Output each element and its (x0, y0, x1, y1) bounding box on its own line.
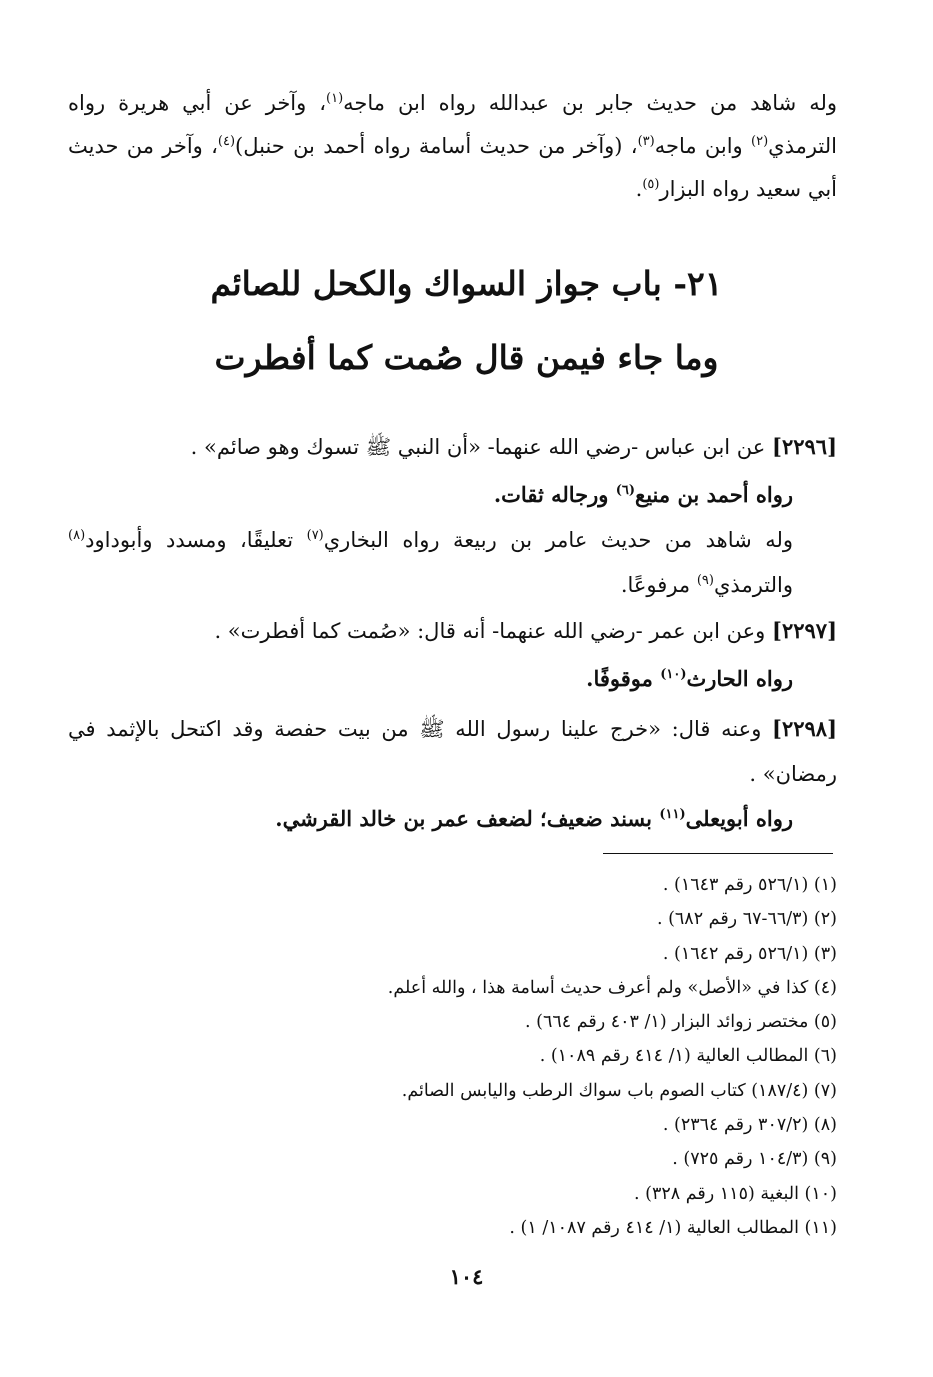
intro-text: ، (وآخر من حديث أسامة رواه أحمد بن حنبل) (235, 134, 638, 158)
chapter-title-line1: ٢١- باب جواز السواك والكحل للصائم (210, 264, 723, 303)
footnote-item: (٩) (١٠٤/٣ رقم ٧٢٥) . (672, 1149, 837, 1170)
footnote-ref: (٧) (306, 528, 324, 543)
intro-text: وله شاهد من حديث جابر بن عبدالله رواه ابن ماجه (343, 91, 837, 115)
footnote-item: (٨) (٣٠٧/٢ رقم ٢٣٦٤) . (662, 1115, 837, 1136)
footnote-item: (١١) المطالب العالية (١/ ٤١٤ رقم ١٠٨٧/ ١) . (509, 1217, 837, 1238)
intro-text: وابن ماجه (654, 134, 751, 158)
witness-text: تعليقًا، ومسدد وأبوداود (85, 528, 307, 552)
hadith-2298-source (68, 796, 793, 841)
footnote-item: (١٠) البغية (١١٥ رقم ٣٢٨) . (634, 1183, 837, 1204)
footnote-item: (١) (٥٢٦/١ رقم ١٦٤٣) . (662, 875, 837, 895)
footnote-ref: (٥) (642, 177, 660, 192)
hadith-text: عن ابن عباس -رضي الله عنهما- «أن النبي ﷺ تسوك وهو صائم» . (190, 435, 772, 459)
footnote-ref: (٣) (637, 134, 655, 149)
footnote-divider (603, 853, 833, 854)
source-text: موقوفًا. (586, 666, 661, 691)
footnote-ref: (١) (326, 91, 344, 106)
chapter-title-line2: وما جاء فيمن قال صُمت كما أفطرت (214, 338, 719, 377)
hadith-2296-witness (68, 518, 793, 608)
hadith-2297 (68, 608, 837, 654)
footnote-item: (٧) (١٨٧/٤) كتاب الصوم باب سواك الرطب واليابس الصائم. (401, 1080, 837, 1101)
hadith-text: وعنه قال: «خرج علينا رسول الله ﷺ من بيت حفصة وقد اكتحل بالإثمد في رمضان» . (68, 717, 837, 786)
source-text: رواه أبويعلى (685, 806, 793, 831)
footnote-ref: (٩) (696, 573, 714, 588)
hadith-2298 (68, 706, 837, 797)
source-text: ورجاله ثقات. (493, 482, 616, 507)
source-text: رواه أحمد بن منيع (635, 482, 793, 507)
source-text: بسند ضعيف؛ لضعف عمر بن خالد القرشي. (275, 806, 660, 831)
footnote-ref: (٨) (68, 528, 86, 543)
hadith-number: [٢٢٩٨] (772, 716, 837, 741)
footnotes (68, 868, 837, 1245)
footnote-item: (٤) كذا في «الأصل» ولم أعرف حديث أسامة هذا ، والله أعلم. (387, 977, 837, 998)
footnote-item: (٢) (٦٦/٣-٦٧ رقم ٦٨٢) . (656, 909, 837, 930)
witness-text: والترمذي (713, 573, 793, 597)
footnote-item: (٣) (٥٢٦/١ رقم ١٦٤٢) . (662, 943, 837, 964)
hadith-2297-source (68, 656, 793, 701)
intro-text: ، وآخر عن أبي هريرة رواه الترمذي (68, 91, 838, 158)
hadith-2296 (68, 424, 837, 470)
hadith-number: [٢٢٩٦] (772, 434, 837, 459)
footnote-ref: (٢) (751, 134, 769, 149)
footnote-ref: (١٠) (660, 667, 687, 682)
intro-text: . (635, 177, 643, 201)
witness-text: مرفوعًا. (620, 573, 697, 597)
hadith-number: [٢٢٩٧] (772, 618, 837, 643)
footnote-item: (٦) المطالب العالية (١/ ٤١٤ رقم ١٠٨٩) . (539, 1046, 837, 1067)
footnote-ref: (٦) (615, 483, 636, 498)
footnote-item: (٥) مختصر زوائد البزار (١/ ٤٠٣ رقم ٦٦٤) . (524, 1012, 837, 1033)
footnote-ref: (٤) (217, 134, 236, 149)
intro-paragraph (68, 82, 837, 211)
source-text: رواه الحارث (686, 666, 793, 691)
page-number: ١٠٤ (449, 1264, 484, 1289)
intro-text: ، وآخر من حديث أبي سعيد رواه البزار (68, 134, 837, 201)
footnote-ref: (١١) (659, 807, 686, 822)
witness-text: وله شاهد من حديث عامر بن ربيعة رواه البخاري (323, 528, 794, 552)
hadith-text: وعن ابن عمر -رضي الله عنهما- أنه قال: «صُمت كما أفطرت» . (214, 619, 772, 643)
hadith-2296-source (68, 472, 793, 517)
